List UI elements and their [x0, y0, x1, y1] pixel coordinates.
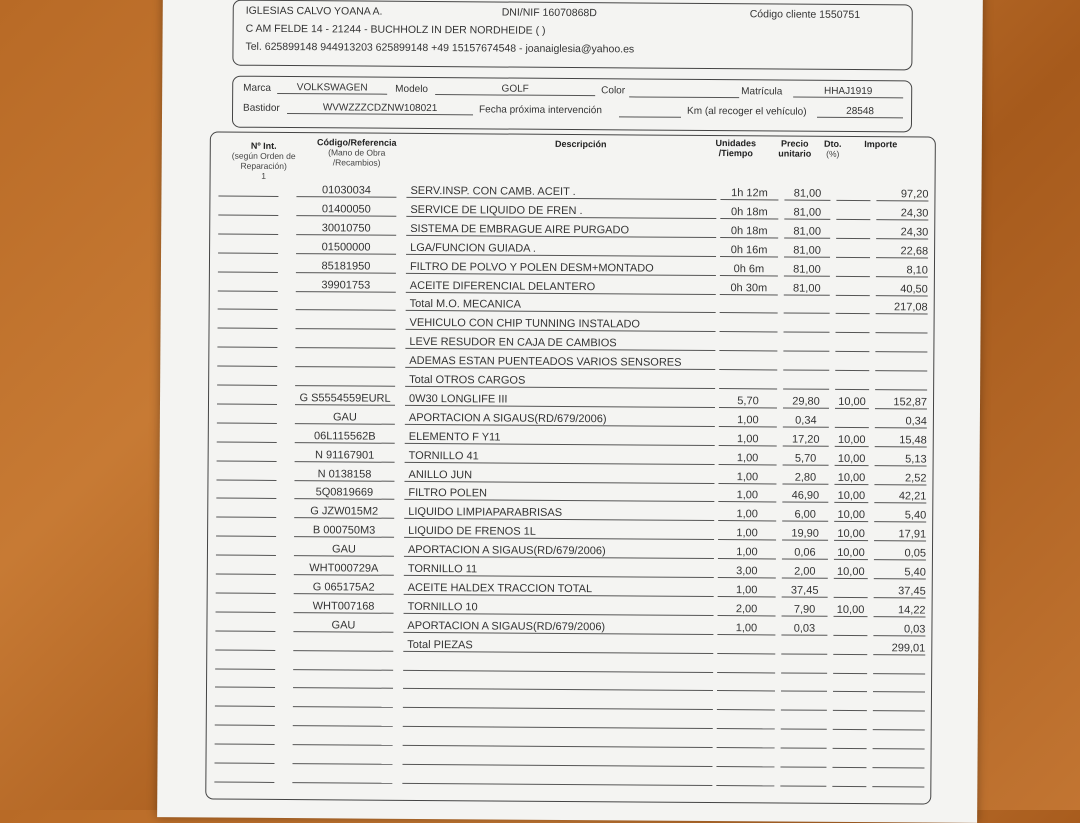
cell-code: N 91167901 — [295, 449, 395, 462]
cell-units: 5,70 — [719, 395, 777, 407]
cell-code: 01030034 — [296, 184, 396, 197]
client-code: Código cliente 1550751 — [750, 8, 860, 21]
cell-units: 0h 6m — [720, 263, 778, 275]
cell-price: 81,00 — [784, 244, 830, 256]
modelo-value: GOLF — [435, 83, 595, 96]
cell-code: 01400050 — [296, 203, 396, 216]
cell-desc: SERVICE DE LIQUIDO DE FREN . — [406, 204, 720, 218]
cell-amount: 24,30 — [876, 207, 928, 219]
cell-amount: 97,20 — [876, 188, 928, 200]
company-name: IGLESIAS CALVO YOANA A. — [246, 5, 383, 18]
cell-code: 85181950 — [296, 260, 396, 273]
cell-units: 1,00 — [718, 584, 776, 596]
cell-code: 39901753 — [296, 279, 396, 292]
cell-price: 37,45 — [782, 584, 828, 596]
cell-code: 01500000 — [296, 241, 396, 254]
cell-amount: 40,50 — [876, 283, 928, 295]
col-importe-header: Importe — [851, 139, 911, 149]
cell-desc: LIQUIDO LIMPIAPARABRISAS — [404, 506, 718, 520]
cell-code: G S5554559EURL — [295, 392, 395, 405]
cell-amount: 0,03 — [873, 623, 925, 635]
cell-dto: 10,00 — [834, 566, 868, 578]
km-label: Km (al recoger el vehículo) — [687, 106, 807, 118]
cell-desc: VEHICULO CON CHIP TUNNING INSTALADO — [406, 317, 720, 331]
cell-units: 1,00 — [718, 471, 776, 483]
cell-amount: 5,40 — [874, 509, 926, 521]
cell-amount: 22,68 — [876, 245, 928, 257]
cell-desc: Total PIEZAS — [403, 638, 717, 652]
cell-code: 30010750 — [296, 222, 396, 235]
km-value: 28548 — [817, 106, 903, 119]
cell-price: 46,90 — [782, 490, 828, 502]
matricula-label: Matrícula — [741, 86, 782, 97]
cell-units: 1,00 — [718, 508, 776, 520]
cell-price: 19,90 — [782, 528, 828, 540]
cell-units: 1h 12m — [720, 187, 778, 199]
cell-code: GAU — [294, 543, 394, 556]
cell-price: 81,00 — [784, 187, 830, 199]
cell-desc: LEVE RESUDOR EN CAJA DE CAMBIOS — [405, 336, 719, 350]
marca-value: VOLKSWAGEN — [277, 82, 387, 95]
cell-code: 06L115562B — [295, 430, 395, 443]
cell-units: 0h 18m — [720, 225, 778, 237]
cell-desc: ACEITE DIFERENCIAL DELANTERO — [406, 279, 720, 293]
cell-code: GAU — [293, 619, 393, 632]
underline — [292, 782, 392, 784]
underline — [402, 783, 712, 786]
cell-price: 81,00 — [784, 282, 830, 294]
cell-amount: 37,45 — [874, 585, 926, 597]
cell-price: 0,03 — [781, 622, 827, 634]
cell-amount: 15,48 — [875, 434, 927, 446]
cell-desc: APORTACION A SIGAUS(RD/679/2006) — [404, 544, 718, 558]
col-descripcion-header: Descripción — [491, 138, 671, 149]
cell-price: 81,00 — [784, 263, 830, 275]
underline — [780, 785, 826, 786]
cell-price: 0,34 — [783, 414, 829, 426]
cell-desc: ANILLO JUN — [404, 468, 718, 482]
cell-desc: ELEMENTO F Y11 — [405, 431, 719, 445]
cell-amount: 5,13 — [875, 453, 927, 465]
cell-desc: Total M.O. MECANICA — [406, 298, 720, 312]
underline — [214, 781, 274, 782]
cell-price: 2,80 — [782, 471, 828, 483]
cell-amount: 8,10 — [876, 264, 928, 276]
underline — [716, 785, 774, 786]
cell-dto: 10,00 — [834, 509, 868, 521]
col-codigo-header: Código/Referencia (Mano de Obra /Recambios) — [307, 137, 407, 168]
cell-desc: TORNILLO 10 — [404, 601, 718, 615]
cell-amount: 2,52 — [874, 472, 926, 484]
cell-amount: 299,01 — [873, 642, 925, 654]
cell-price: 7,90 — [782, 603, 828, 615]
col-dto-header: Dto. (%) — [821, 139, 845, 159]
color-label: Color — [601, 85, 625, 96]
cell-price: 2,00 — [782, 565, 828, 577]
cell-desc: LIQUIDO DE FRENOS 1L — [404, 525, 718, 539]
cell-units: 1,00 — [719, 452, 777, 464]
cell-code: N 0138158 — [294, 468, 394, 481]
cell-code: G JZW015M2 — [294, 505, 394, 518]
cell-code: 5Q0819669 — [294, 486, 394, 499]
col-nint-header: Nº Int. (según Orden de Reparación) 1 — [229, 141, 299, 181]
cell-desc: LGA/FUNCION GUIADA . — [406, 242, 720, 256]
bastidor-value: WVWZZZCDZNW108021 — [287, 102, 473, 115]
matricula-value: HHAJ1919 — [793, 86, 903, 99]
cell-units: 1,00 — [718, 546, 776, 558]
cell-dto: 10,00 — [834, 604, 868, 616]
fecha-label: Fecha próxima intervención — [479, 104, 602, 116]
cell-code: WHT000729A — [294, 562, 394, 575]
cell-code: WHT007168 — [294, 600, 394, 613]
cell-desc: ACEITE HALDEX TRACCION TOTAL — [404, 582, 718, 596]
cell-price: 81,00 — [784, 225, 830, 237]
cell-price: 0,06 — [782, 547, 828, 559]
fecha-value — [619, 104, 681, 117]
underline — [872, 786, 924, 787]
vehicle-info-box — [232, 76, 912, 133]
cell-dto: 10,00 — [834, 528, 868, 540]
cell-amount: 0,34 — [875, 415, 927, 427]
marca-label: Marca — [243, 83, 271, 94]
cell-desc: SERV.INSP. CON CAMB. ACEIT . — [406, 185, 720, 199]
cell-dto: 10,00 — [834, 547, 868, 559]
cell-amount: 17,91 — [874, 528, 926, 540]
col-unidades-header: Unidades /Tiempo — [707, 138, 765, 158]
cell-units: 0h 30m — [720, 282, 778, 294]
cell-price: 5,70 — [783, 452, 829, 464]
cell-code: B 000750M3 — [294, 524, 394, 537]
cell-dto: 10,00 — [835, 434, 869, 446]
modelo-label: Modelo — [395, 84, 428, 95]
cell-code: G 065175A2 — [294, 581, 394, 594]
cell-dto: 10,00 — [834, 490, 868, 502]
invoice-lines-box — [205, 131, 936, 804]
cell-units: 3,00 — [718, 565, 776, 577]
cell-dto: 10,00 — [835, 396, 869, 408]
cell-units: 1,00 — [718, 527, 776, 539]
cell-desc: TORNILLO 41 — [405, 449, 719, 463]
cell-units: 0h 16m — [720, 244, 778, 256]
customer-contact: Tel. 625899148 944913203 625899148 +49 15157674548 - joanaiglesia@yahoo.es — [245, 41, 634, 56]
nif: DNI/NIF 16070868D — [502, 7, 597, 20]
cell-units: 1,00 — [719, 414, 777, 426]
cell-amount: 24,30 — [876, 226, 928, 238]
cell-desc: APORTACION A SIGAUS(RD/679/2006) — [405, 412, 719, 426]
cell-dto: 10,00 — [835, 452, 869, 464]
cell-amount: 0,05 — [874, 547, 926, 559]
cell-units: 1,00 — [717, 622, 775, 634]
col-precio-header: Precio unitario — [771, 138, 819, 158]
cell-price: 29,80 — [783, 395, 829, 407]
customer-header-box — [232, 0, 912, 70]
cell-price: 6,00 — [782, 509, 828, 521]
cell-desc: ADEMAS ESTAN PUENTEADOS VARIOS SENSORES — [405, 355, 719, 369]
cell-desc: FILTRO DE POLVO Y POLEN DESM+MONTADO — [406, 260, 720, 274]
cell-desc: Total OTROS CARGOS — [405, 374, 719, 388]
cell-desc: APORTACION A SIGAUS(RD/679/2006) — [403, 620, 717, 634]
cell-desc: FILTRO POLEN — [404, 487, 718, 501]
cell-units: 0h 18m — [720, 206, 778, 218]
bastidor-label: Bastidor — [243, 103, 280, 114]
cell-code: GAU — [295, 411, 395, 424]
cell-amount: 42,21 — [874, 491, 926, 503]
cell-amount: 152,87 — [875, 396, 927, 408]
cell-amount: 217,08 — [876, 302, 928, 314]
cell-price: 17,20 — [783, 433, 829, 445]
cell-desc: SISTEMA DE EMBRAGUE AIRE PURGADO — [406, 223, 720, 237]
cell-units: 1,00 — [718, 489, 776, 501]
underline — [832, 786, 866, 787]
cell-amount: 5,40 — [874, 566, 926, 578]
cell-dto: 10,00 — [834, 471, 868, 483]
repair-invoice-sheet — [157, 0, 983, 823]
cell-units: 1,00 — [719, 433, 777, 445]
customer-address: C AM FELDE 14 - 21244 - BUCHHOLZ IN DER NORDHEIDE ( ) — [246, 23, 546, 37]
cell-units: 2,00 — [718, 603, 776, 615]
cell-amount: 14,22 — [874, 604, 926, 616]
cell-desc: TORNILLO 11 — [404, 563, 718, 577]
table-row — [206, 764, 930, 787]
cell-desc: 0W30 LONGLIFE III — [405, 393, 719, 407]
cell-price: 81,00 — [784, 206, 830, 218]
color-value — [629, 84, 739, 98]
